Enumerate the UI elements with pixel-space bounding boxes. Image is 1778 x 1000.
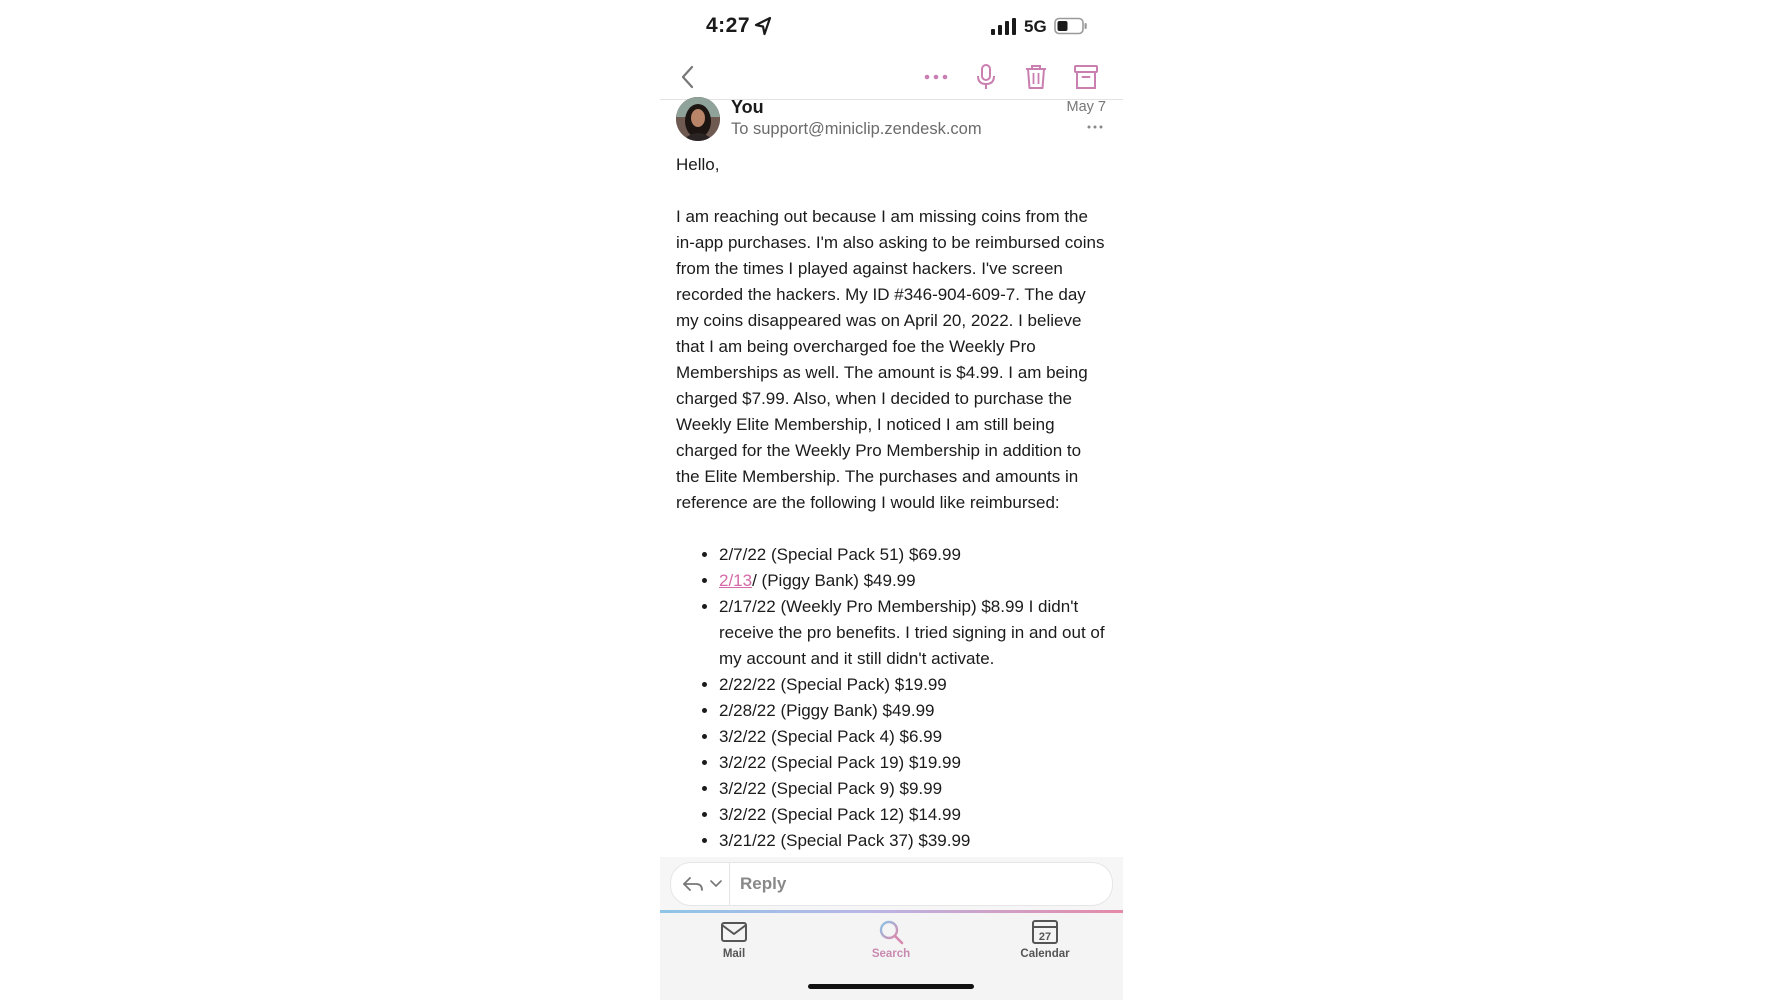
list-item: • 3/2/22 (Special Pack 12) $14.99 [719,802,1108,828]
list-item: • 2/22/22 (Special Pack) $19.99 [719,672,1108,698]
purchase-list [676,542,1108,854]
cellular-signal-icon [991,18,1017,35]
trash-icon[interactable] [1021,62,1051,92]
reply-arrow-icon[interactable] [681,874,705,894]
avatar[interactable] [676,97,720,141]
tab-search[interactable] [851,919,931,960]
tab-mail[interactable] [694,919,774,960]
calendar-day: 27 [1038,931,1052,943]
tab-calendar-label: Calendar [1020,948,1070,960]
date-link[interactable]: 2/13 [719,571,753,590]
reply-input[interactable] [670,862,1113,906]
battery-icon [1054,17,1088,35]
list-item: • 3/2/22 (Special Pack 4) $6.99 [719,724,1108,750]
list-item: • 2/28/22 (Piggy Bank) $49.99 [719,698,1108,724]
mail-icon [719,919,749,945]
microphone-icon[interactable] [971,62,1001,92]
greeting: Hello, [676,155,720,174]
tab-calendar[interactable] [1005,919,1085,960]
network-type: 5G [1024,17,1047,36]
list-item: • 3/21/22 (Special Pack 37) $39.99 [719,828,1108,854]
status-time: 4:27 [706,14,751,37]
location-arrow-icon [754,16,772,36]
tab-bar [660,913,1123,1000]
calendar-icon [1030,919,1060,945]
archive-icon[interactable] [1071,62,1101,92]
search-icon [876,919,906,945]
tab-search-label: Search [871,948,911,960]
message-date: May 7 [1066,99,1106,115]
phone-screen [660,0,1123,1000]
status-bar [660,0,1123,54]
chevron-down-icon[interactable] [709,879,723,889]
more-horizontal-icon[interactable] [921,62,951,92]
back-chevron-icon[interactable] [674,62,704,92]
message-toolbar [660,54,1123,100]
home-indicator[interactable] [808,984,974,989]
body-paragraph: I am reaching out because I am missing coins from the in-app purchases. I'm also asking to be reimbursed coins from the times I played against hackers. I've screen recorded the hackers. My ID #346-904-609-7. The day my coins disappeared was on April 20, 2022. I believe that I am being overcharged foe the Weekly Pro Memberships as well. The amount is $4.99. I am being charged $7.99. Also, when I decided to purchase the Weekly Elite Membership, I noticed I am still being charged for the Weekly Pro Membership in addition to the Elite Membership. The purchases and amounts in reference are the following I would like reimbursed: [676,207,1105,512]
reply-placeholder: Reply [740,874,787,893]
reply-divider [729,863,730,905]
list-item: • 2/7/22 (Special Pack 51) $69.99 [719,542,1108,568]
reply-bar [660,857,1123,911]
recipient-line[interactable]: To support@miniclip.zendesk.com [731,120,982,138]
avatar-portrait-icon [676,97,720,141]
message-details-more-icon[interactable] [1085,122,1105,132]
list-item: • 2/13/ (Piggy Bank) $49.99 [719,568,1108,594]
sender-name: You [731,97,764,117]
list-item: • 3/2/22 (Special Pack 9) $9.99 [719,776,1108,802]
message-body [676,152,1108,854]
tab-mail-label: Mail [722,948,746,960]
list-item: • 3/2/22 (Special Pack 19) $19.99 [719,750,1108,776]
list-item: • 2/17/22 (Weekly Pro Membership) $8.99 I didn't receive the pro benefits. I tried signing in and out of my account and it still didn't activate. [719,594,1108,672]
